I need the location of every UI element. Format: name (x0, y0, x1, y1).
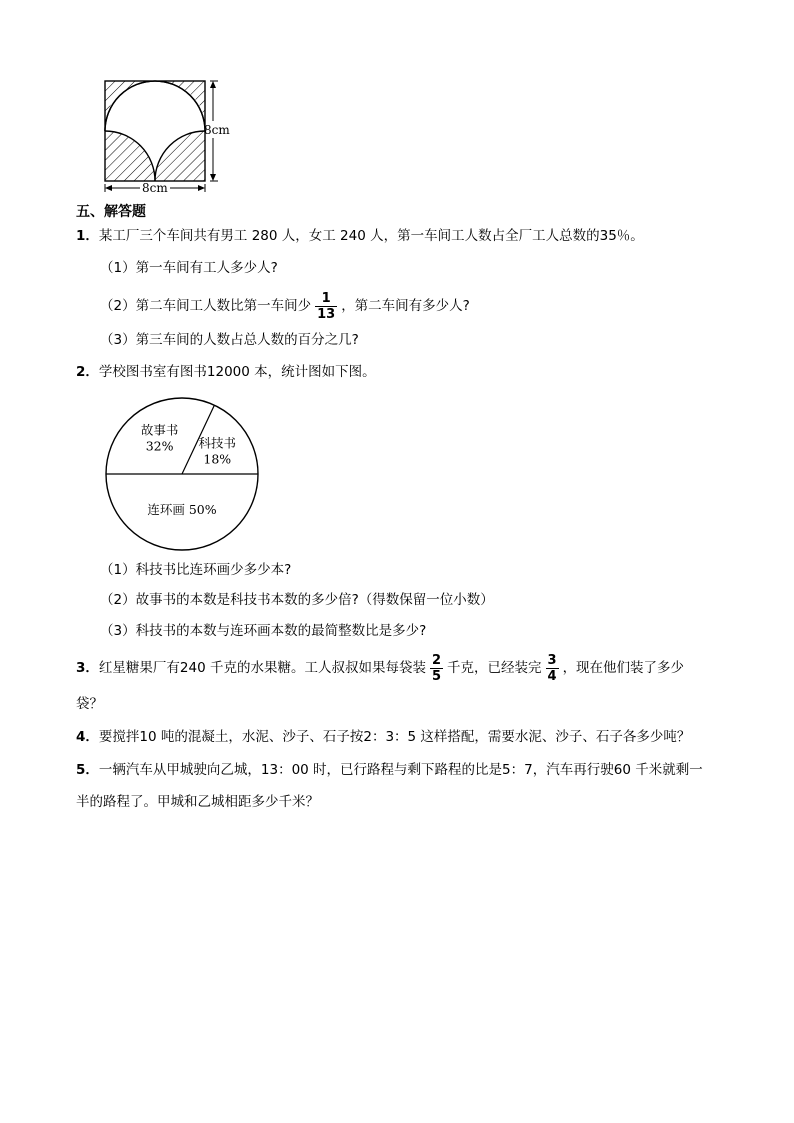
question-4 (76, 727, 690, 747)
question-number: 5． (76, 762, 99, 778)
shaded-bottom-left (105, 131, 155, 181)
pie-slice-label (199, 436, 237, 467)
question-text: 学校图书室有图书12000 本，统计图如下图。 (98, 364, 376, 380)
fraction-3-4: $\frac{3}{4}$ (547, 652, 557, 684)
q3-text-a: 红星糖果厂有240 千克的水果糖。工人叔叔如果每袋装 (98, 660, 426, 676)
pie-slice-label (141, 423, 179, 454)
section-title: 五、解答题 (76, 204, 146, 220)
question-number: 4． (76, 729, 99, 745)
question-1 (76, 226, 644, 246)
book-pie-chart (100, 392, 264, 556)
q2-sub-1: （1）科技书比连环画少多少本? (100, 562, 292, 578)
pie-slice-label (147, 502, 216, 517)
q3-text-b: 千克，已经装完 (447, 660, 542, 676)
dim-right-label: 8cm (204, 123, 230, 137)
question-5 (76, 760, 703, 780)
q2-sub-3: （3）科技书的本数与连环画本数的最简整数比是多少? (100, 623, 427, 639)
shaded-bottom-right (155, 131, 205, 181)
q1-sub-2 (100, 286, 470, 326)
q1-sub-2-pre: （2）第二车间工人数比第一车间少 (100, 298, 312, 314)
q1-sub-1: （1）第一车间有工人多少人? (100, 260, 278, 276)
svg-text:故事书: 故事书 (140, 422, 179, 438)
question-text: 要搅拌10 吨的混凝土，水泥、沙子、石子按2：3：5 这样搭配，需要水泥、沙子、石子各多少吨？ (98, 729, 691, 745)
question-2 (76, 362, 376, 382)
question-3 (76, 648, 684, 688)
question-number: 3． (76, 660, 99, 676)
fraction-2-5: $\frac{2}{5}$ (431, 652, 442, 684)
q1-sub-2-post: ，第二车间有多少人? (341, 298, 470, 314)
fraction-1-13: $\frac{1}{13}$ (317, 290, 336, 322)
question-number: 1． (76, 228, 99, 244)
question-number: 2． (76, 364, 99, 380)
question-text: 某工厂三个车间共有男工 280 人，女工 240 人，第一车间工人数占全厂工人总数的35％。 (98, 228, 644, 244)
q5-text-b: 半的路程了。甲城和乙城相距多少千米？ (76, 794, 319, 810)
square-arc-figure (100, 76, 240, 196)
svg-text:18%: 18% (203, 451, 232, 467)
q3-text-c: ，现在他们装了多少 (562, 660, 685, 676)
question-text: 一辆汽车从甲城驶向乙城，13：00 时，已行路程与剩下路程的比是5：7，汽车再行驶60 千米就剩一 (98, 762, 703, 778)
q2-sub-2: （2）故事书的本数是科技书本数的多少倍?（得数保留一位小数） (100, 592, 494, 608)
svg-text:32%: 32% (145, 438, 174, 454)
svg-text:科技书: 科技书 (198, 435, 237, 451)
svg-text:连环画 50%: 连环画 50% (147, 502, 217, 517)
dim-bottom-label: 8cm (142, 181, 168, 195)
q1-sub-3: （3）第三车间的人数占总人数的百分之几? (100, 332, 359, 348)
q3-text-d: 袋？ (76, 696, 103, 712)
